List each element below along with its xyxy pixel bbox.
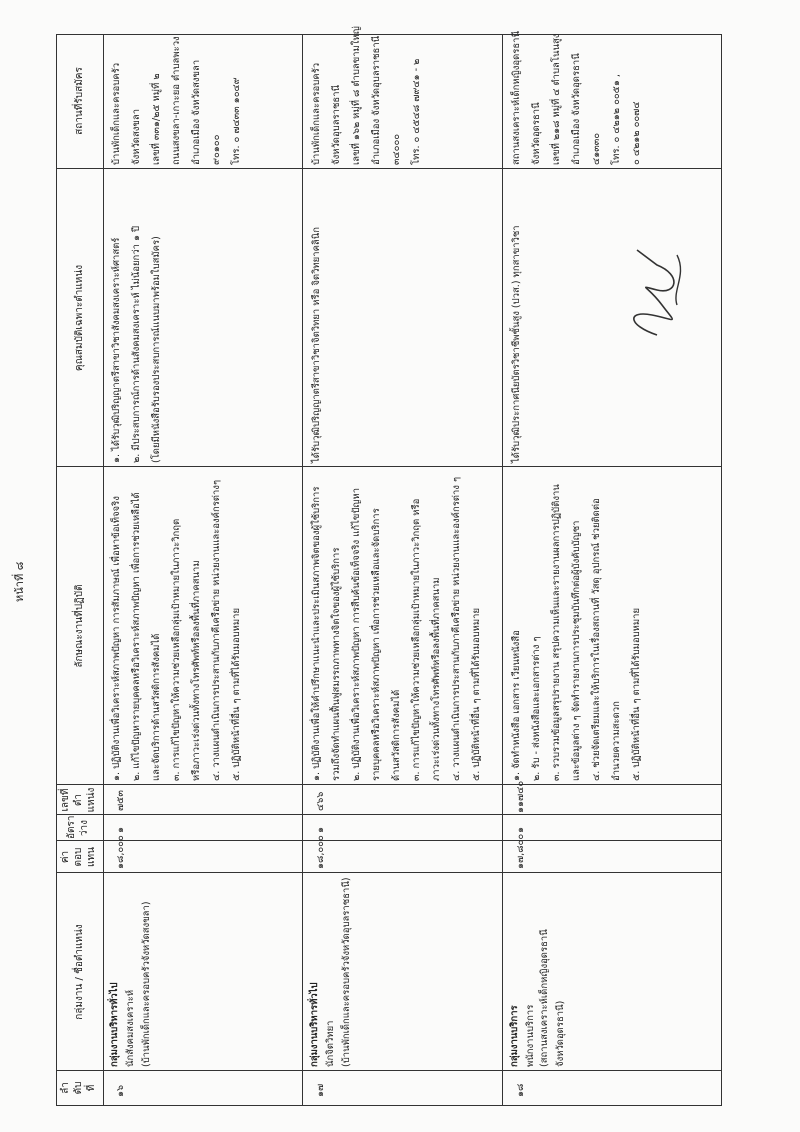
row-wage: ๑๗,๘๐๐ [515,833,526,869]
address-line: เลขที่ ๑๖๒ หมู่ที่ ๘ ตำบลขามใหญ่ [351,26,362,165]
address-line: เลขที่ ๒๑๘ หมู่ที่ ๔ ตำบลโนนสูง [551,33,562,165]
col-divider [57,872,721,873]
row-qualifications [307,171,327,463]
duty-line: ๔. วางแผนดำเนินการประสานกับภาคีเครือข่าย หน่วยงานและองค์กรต่าง ๆ [451,476,462,781]
row-duties [307,469,487,781]
row-apply-place [307,26,427,165]
duty-line: ๑. ปฏิบัติงานเพื่อวิเคราะห์สภาพปัญหา การสัมภาษณ์ เพื่อหาข้อเท็จจริง [111,496,122,781]
row-vacancy: ๑ [115,826,126,833]
header-seq: ลำ ดับ ที่ [60,1081,97,1095]
address-line: เลขที่ ๓๓๑/๒๕ หมู่ที่ ๒ [151,73,162,165]
duty-line: รวมถึงจัดทำแผนฟื้นฟูสมรรถภาพทางจิตใจของผู้ใช้บริการ [331,547,342,781]
qualification-line: ๒. มีประสบการณ์การด้านสังคมสงเคราะห์ ไม่น้อยกว่า ๑ ปี [131,225,142,463]
address-line: ๓๔๐๐๐ [391,133,402,165]
row-group: กลุ่มงานบริหารทั่วไป [109,982,120,1067]
address-line: จังหวัดอุบลราชธานี [331,84,342,165]
address-line: โทร. ๐ ๗๔๓๓ ๑๐๔๙ [231,77,242,165]
row-group: กลุ่มงานบริการ [509,1005,520,1067]
address-line: ๐ ๔๒๑๒ ๐๐๗๔ [631,101,642,165]
positions-table [56,26,722,1106]
address-line: ๔๑๓๓๐ [591,132,602,165]
row-group: กลุ่มงานบริหารทั่วไป [309,982,320,1067]
row-unit: (บ้านพักเด็กและครอบครัวจังหวัดอุบลราชธานี) [341,877,352,1067]
qualification-line: (โดยมีหนังสือรับรองประสบการณ์แนบมาพร้อมใบสมัคร) [151,236,162,463]
duty-line: อำนวยความสะดวก [611,701,622,781]
row-vacancy: ๑ [515,826,526,833]
row-duties [507,469,647,781]
row-apply-place [107,35,247,165]
duty-line: ด้านสวัสดิการสังคมได้ [391,689,402,781]
row-vacancy: ๑ [315,826,326,833]
duty-line: ๒. รับ - ส่งหนังสือและเอกสารต่าง ๆ [531,636,542,781]
header-qualifications: คุณสมบัติเฉพาะตำแหน่ง [74,264,85,372]
col-divider [57,814,721,815]
address-line: จังหวัดสงขลา [131,108,142,165]
duty-line: ๕. ปฏิบัติหน้าที่อื่น ๆ ตามที่ได้รับมอบหมาย [631,607,642,781]
duty-line: ๓. รวบรวมข้อมูลสรุปรายงาน สรุปความเห็นและรายงานผลการปฏิบัติงาน [551,484,562,781]
duty-line: ๒. แก้ไขปัญหารายบุคคลหรือวิเคราะห์สภาพปัญหา เพื่อการช่วยเหลือได้ [131,492,142,781]
row-wage: ๑๘,๐๐๐ [115,835,126,869]
header-duties: ลักษณะงานที่ปฏิบัติ [74,584,85,668]
address-line: บ้านพักเด็กและครอบครัว [111,62,122,165]
col-divider [57,168,721,169]
duty-line: ๓. การแก้ไขปัญหาให้ความช่วยเหลือกลุ่มเป้าหมายในภาวะวิกฤต หรือ [411,498,422,781]
address-line: ๙๐๑๐๐ [211,134,222,165]
duty-line: ๓. การแก้ไขปัญหาให้ความช่วยเหลือกลุ่มเป้าหมายในภาวะวิกฤต [171,518,182,781]
address-line: อำเภอเมือง จังหวัดอุบลราชธานี [371,35,382,165]
row-unit: (สถานสงเคราะห์เด็กหญิงอุดรธานี จังหวัดอุดรธานี) [539,929,566,1067]
col-divider [57,784,721,785]
row-seq: ๑๗ [315,1083,326,1097]
duty-line: ๑. ปฏิบัติงานเพื่อให้คำปรึกษาแนะนำและประเมินสภาพจิตของผู้ใช้บริการ [311,486,322,781]
duty-line: ๒. ปฏิบัติงานเพื่อวิเคราะห์สภาพปัญหา การสืบค้นข้อเท็จจริง แก้ไขปัญหา [351,487,362,781]
row-position-no: ๗๕๓ [115,790,126,811]
row-qualifications [107,171,167,463]
header-vacancy: อัตรา ว่าง [66,815,90,839]
header-apply-place: สถานที่รับสมัคร [74,67,85,135]
row-seq: ๑๘ [515,1083,526,1097]
col-divider [57,840,721,841]
duty-line: และจัดบริการด้านสวัสดิการสังคมได้ [151,633,162,781]
row-duties [107,469,247,781]
handwritten-signature [617,235,697,345]
duty-line: ๔. ช่วยจัดเตรียมและให้บริการในเรื่องสถานที่ วัสดุ อุปกรณ์ ช่วยติดต่อ [591,498,602,781]
qualification-line: ได้รับวุฒิประกาศนียบัตรวิชาชีพชั้นสูง (ปวส.) ทุกสาขาวิชา [511,225,522,463]
address-line: อำเภอเมือง จังหวัดสงขลา [191,59,202,165]
duty-line: หรือภาวะเร่งด่วนทั้งทางโทรศัพท์หรือลงพื้นที่ภาคสนาม [191,560,202,781]
col-divider [57,466,721,467]
duty-line: ๔. วางแผนดำเนินการประสานกับภาคีเครือข่าย หน่วยงานและองค์กรต่างๆ [211,479,222,781]
row-divider [302,35,303,1105]
row-wage: ๑๘,๐๐๐ [315,835,326,869]
duty-line: ๕. ปฏิบัติหน้าที่อื่น ๆ ตามที่ได้รับมอบหมาย [231,607,242,781]
address-line: อำเภอเมือง จังหวัดอุดรธานี [571,53,582,165]
duty-line: และข้อมูลต่าง ๆ จัดทำรายงานการประชุมบันทึกต่อผู้บังคับบัญชา [571,520,582,781]
qualification-line: ๑. ได้รับวุฒิปริญญาตรีสาขาวิชาสังคมสงเคราะห์ศาสตร์ [111,237,122,463]
row-position: นักสังคมสงเคราะห์ [125,989,136,1067]
header-position-no: เลขที่ ตำ แหน่ง [60,787,97,813]
address-line: ถนนสงขลา-เกาะยอ ตำบลพะวง [171,36,182,165]
header-wage: ค่า ตอบ แทน [60,847,97,867]
address-line: สถานสงเคราะห์เด็กหญิงอุดรธานี [511,31,522,165]
row-position: พนักงานบริการ [525,1004,536,1067]
duty-line: ภาวะเร่งด่วนทั้งทางโทรศัพท์หรือลงพื้นที่ภาคสนาม [431,577,442,781]
row-position: นักจิตวิทยา [325,1020,336,1067]
row-position-no: ๔๖๖ [315,791,326,811]
address-line: โทร. ๐ ๔๒๑๒ ๐๐๕๑ , [611,74,622,165]
row-divider [502,35,503,1105]
row-apply-place [507,31,647,165]
duty-line: ๕. ปฏิบัติหน้าที่อื่น ๆ ตามที่ได้รับมอบหมาย [471,607,482,781]
col-divider [57,1070,721,1071]
duty-line: รายบุคคลหรือวิเคราะห์สภาพปัญหา เพื่อการช่วยเหลือและจัดบริการ [371,508,382,781]
header-group-position: กลุ่มงาน / ชื่อตำแหน่ง [74,924,85,1020]
row-seq: ๑๖ [115,1084,126,1097]
row-divider [103,35,104,1105]
address-line: บ้านพักเด็กและครอบครัว [311,62,322,165]
duty-line: ๑. จัดทำหนังสือ เอกสาร เวียนหนังสือ [511,630,522,781]
row-qualifications [507,171,527,463]
row-unit: (บ้านพักเด็กและครอบครัวจังหวัดสงขลา) [141,901,152,1067]
qualification-line: ได้รับวุฒิปริญญาตรีสาขาวิชาจิตวิทยา หรือ จิตวิทยาคลินิก [311,226,322,463]
page-number: หน้าที่ ๘ [13,561,26,602]
address-line: โทร. ๐ ๔๕๔๘ ๗๙๔๑ - ๒ [411,58,422,165]
address-line: จังหวัดอุดรธานี [531,102,542,165]
row-position-no: ๑๑๗๔๐ [515,780,526,813]
